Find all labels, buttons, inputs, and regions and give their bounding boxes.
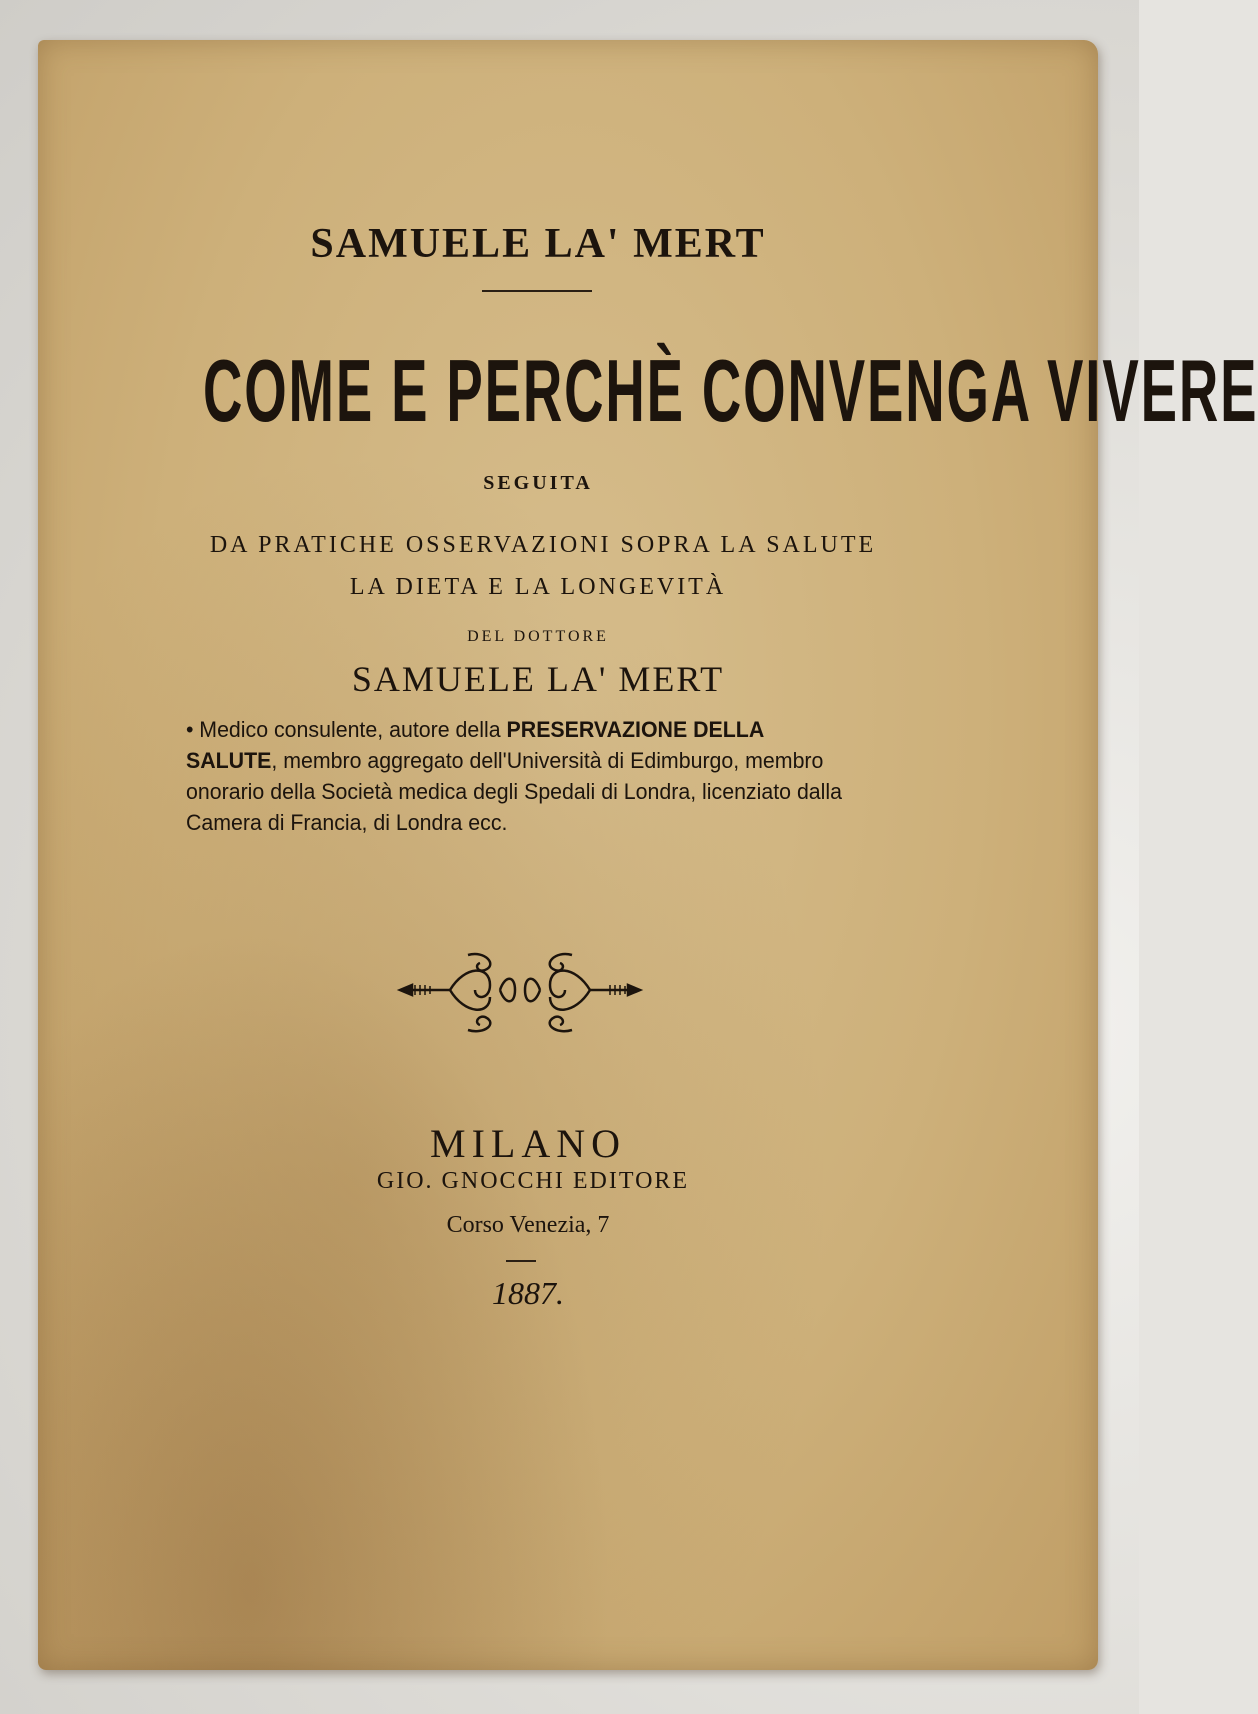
seguita-label: SEGUITA [483, 472, 593, 494]
author-name-mid: SAMUELE LA' MERT [351, 659, 725, 699]
divider-rule [482, 290, 592, 292]
bullet-mark: • [186, 717, 194, 742]
imprint-publisher: GIO. GNOCCHI EDITORE [376, 1168, 690, 1194]
credentials-book-title: PRESERVAZIONE DELLA SALUTE [186, 717, 764, 773]
subtitle-line-1: DA PRATICHE OSSERVAZIONI SOPRA LA SALUTE [209, 532, 877, 558]
book-title: COME E PERCHÈ CONVENGA VIVERE [202, 341, 1258, 440]
imprint-city: MILANO [430, 1121, 626, 1166]
fleuron-ornament-icon [390, 945, 650, 1045]
subtitle-line-2: LA DIETA E LA LONGEVITÀ [349, 574, 727, 600]
author-name-top: SAMUELE LA' MERT [310, 221, 766, 267]
imprint-address: Corso Venezia, 7 [446, 1212, 610, 1238]
booklet-cover [38, 40, 1258, 1670]
title-page [38, 40, 1258, 1670]
imprint-rule [506, 1260, 536, 1262]
author-credentials [186, 714, 846, 838]
del-dottore-label: DEL DOTTORE [467, 628, 609, 645]
imprint-year: 1887. [492, 1275, 564, 1311]
credentials-text-1: Medico consulente, autore della [199, 717, 507, 742]
credentials-text-2: , membro aggregato dell'Università di Edimburgo, membro onorario della Società medica degli Spedali di Londra, licenziato dalla Camera di Francia, di Londra ecc. [186, 748, 843, 835]
